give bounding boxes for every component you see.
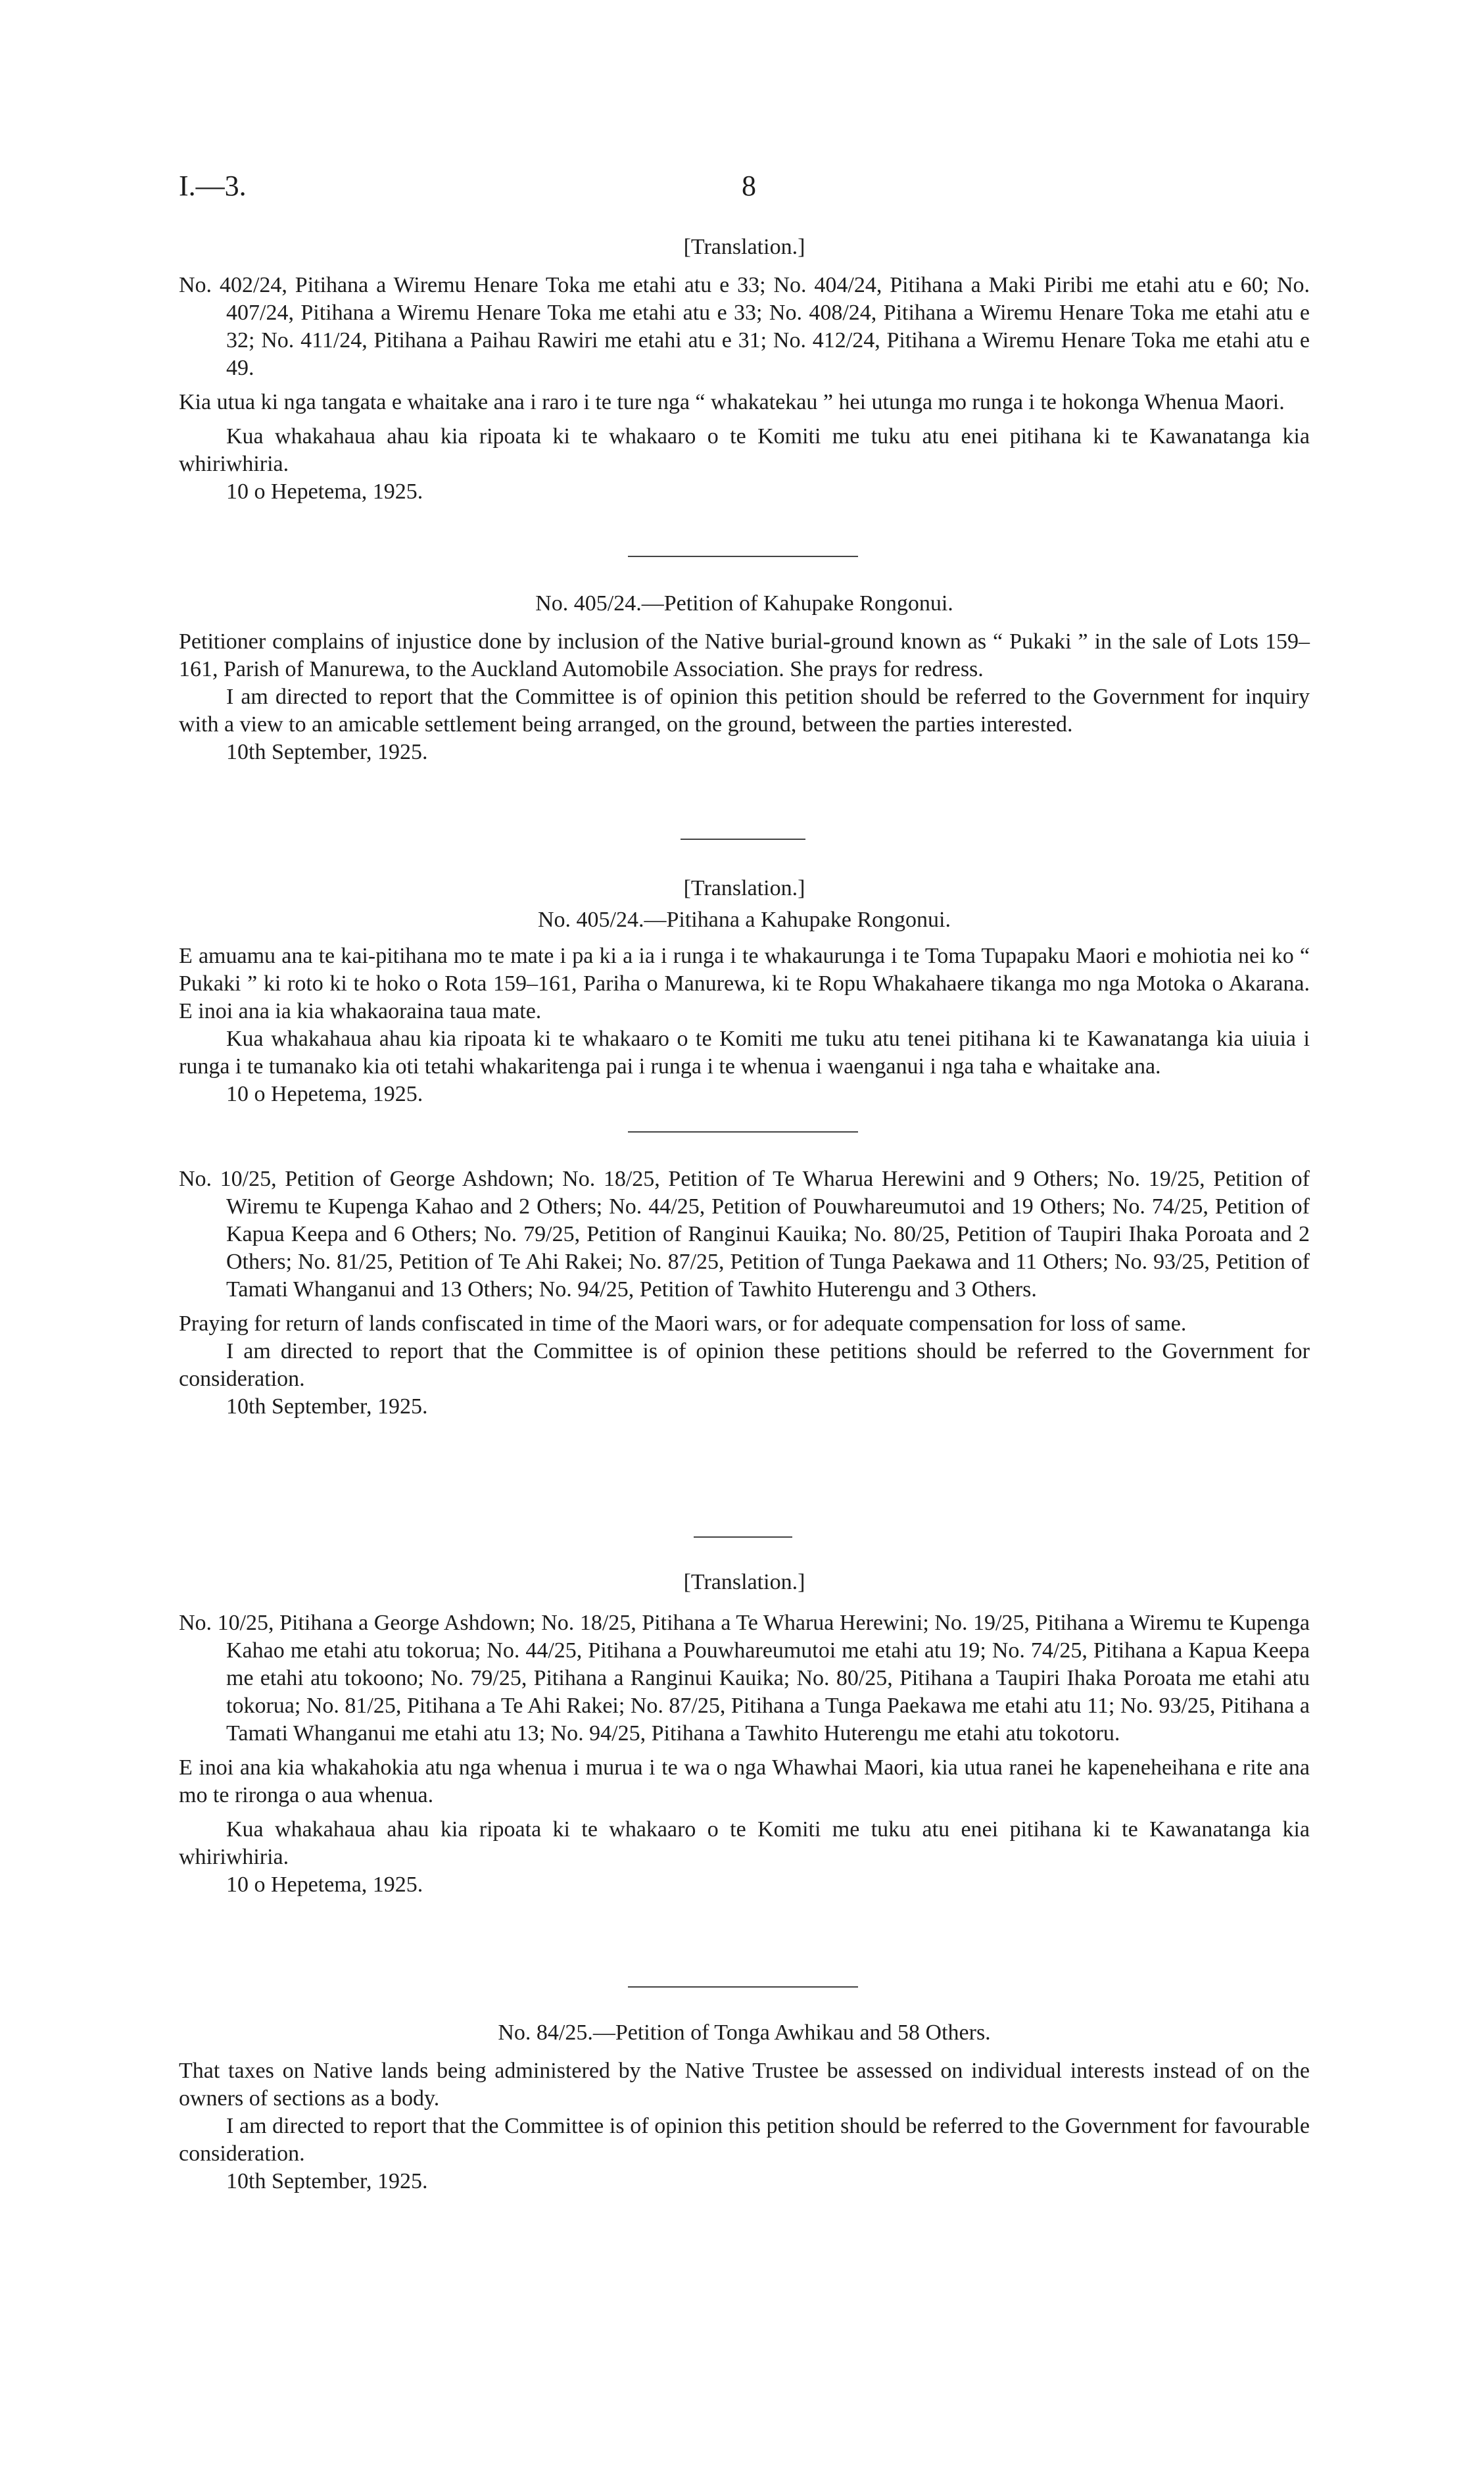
section-divider [681,839,805,840]
section-divider [694,1536,792,1538]
section-title: No. 10/25, Pitihana a George Ashdown; No. 18/25, Pitihana a Te Wharua Herewini; No. 19/25, Pitihana a Wiremu te Kupenga Kahao me etahi atu tokorua; No. 44/25, Pitihana a Pouwhareumutoi me etahi atu 19; No. 74/25, Pitihana a Kapua Keepa me etahi atu tokoono; No. 79/25, Pitihana a Ranginui Kauika; No. 80/25, Pitihana a Taupiri Ihaka Poroata me etahi atu tokorua; No. 81/25, Pitihana a Te Ahi Rakei; No. 87/25, Pitihana a Tunga Paekawa me etahi atu 11; No. 93/25, Pitihana a Tamati Whanganui me etahi atu 13; No. 94/25, Pitihana a Tawhito Huterengu me etahi atu tokotoru. [179,1611,1310,1746]
section-2-title: No. 405/24.—Petition of Kahupake Rongonui. [535,591,953,616]
section-3 [179,942,1310,1108]
section-date: 10 o Hepetema, 1925. [226,479,423,504]
section-date: 10th September, 1925. [226,740,428,764]
section-body: Kia utua ki nga tangata e whaitake ana i raro i te ture nga “ whakatekau ” hei utunga mo runga i te hokonga Whenua Maori. [179,390,1285,414]
section-2 [179,628,1310,766]
section-5 [179,1609,1310,1899]
section-body: Petitioner complains of injustice done by inclusion of the Native burial-ground known as “ Pukaki ” in the sale of Lots 159–161, Parish of Manurewa, to the Auckland Automobile Association. She prays for redress. [179,629,1310,681]
translation-heading: [Translation.] [683,235,805,259]
section-body: That taxes on Native lands being administered by the Native Trustee be assessed on individual interests instead of on the owners of sections as a body. [179,2059,1310,2111]
section-title: No. 402/24, Pitihana a Wiremu Henare Toka me etahi atu e 33; No. 404/24, Pitihana a Maki Piribi me etahi atu e 60; No. 407/24, Pitihana a Wiremu Henare Toka me etahi atu e 33; No. 408/24, Pitihana a Wiremu Henare Toka me etahi atu e 32; No. 411/24, Pitihana a Paihau Rawiri me etahi atu e 31; No. 412/24, Pitihana a Wiremu Henare Toka me etahi atu e 49. [179,273,1310,380]
translation-heading: [Translation.] [683,876,805,900]
section-body: I am directed to report that the Committee is of opinion this petition should be referred to the Government for favourable consideration. [179,2114,1310,2166]
section-divider [628,1131,858,1133]
section-4 [179,1165,1310,1421]
section-3-title: No. 405/24.—Pitihana a Kahupake Rongonui. [538,908,951,932]
section-body: Kua whakahaua ahau kia ripoata ki te whakaaro o te Komiti me tuku atu enei pitihana ki te Kawanatanga kia whiriwhiria. [179,424,1310,476]
document-reference: I.—3. [179,170,247,202]
translation-heading: [Translation.] [683,1570,805,1594]
section-body: I am directed to report that the Committee is of opinion these petitions should be referred to the Government for consideration. [179,1339,1310,1391]
section-divider [628,1986,858,1988]
section-divider [628,556,858,557]
section-body: E amuamu ana te kai-pitihana mo te mate i pa ki a ia i runga i te whakaurunga i te Toma Tupapaku Maori e mohiotia nei ko “ Pukaki ” ki roto ki te hoko o Rota 159–161, Pariha o Manurewa, ki te Ropu Whakahaere tikanga mo nga Motoka o Akarana. E inoi ana ia kia whakaoraina taua mate. [179,944,1310,1023]
section-title: No. 10/25, Petition of George Ashdown; No. 18/25, Petition of Te Wharua Herewini and 9 Others; No. 19/25, Petition of Wiremu te Kupenga Kahao and 2 Others; No. 44/25, Petition of Pouwhareumutoi and 19 Others; No. 74/25, Petition of Kapua Keepa and 6 Others; No. 79/25, Petition of Ranginui Kauika; No. 80/25, Petition of Taupiri Ihaka Poroata and 2 Others; No. 81/25, Petition of Te Ahi Rakei; No. 87/25, Petition of Tunga Paekawa and 11 Others; No. 93/25, Petition of Tamati Whanganui and 13 Others; No. 94/25, Petition of Tawhito Huterengu and 3 Others. [179,1167,1310,1302]
section-date: 10th September, 1925. [226,1394,428,1419]
page-number: 8 [742,170,756,202]
section-body: Praying for return of lands confiscated in time of the Maori wars, or for adequate compensation for loss of same. [179,1311,1187,1336]
section-6-title: No. 84/25.—Petition of Tonga Awhikau and 58 Others. [498,2020,991,2045]
section-body: E inoi ana kia whakahokia atu nga whenua i murua i te wa o nga Whawhai Maori, kia utua ranei he kapeneheihana e rite ana mo te rironga o aua whenua. [179,1755,1310,1807]
section-body: Kua whakahaua ahau kia ripoata ki te whakaaro o te Komiti me tuku atu tenei pitihana ki te Kawanatanga kia uiuia i runga i te tumanako kia oti tetahi whakaritenga pai i runga i te whenua i waenganui i nga taha e whaitake ana. [179,1027,1310,1079]
section-date: 10 o Hepetema, 1925. [226,1082,423,1106]
section-body: Kua whakahaua ahau kia ripoata ki te whakaaro o te Komiti me tuku atu enei pitihana ki te Kawanatanga kia whiriwhiria. [179,1817,1310,1869]
section-date: 10 o Hepetema, 1925. [226,1872,423,1897]
section-1 [179,272,1310,506]
section-body: I am directed to report that the Committee is of opinion this petition should be referred to the Government for inquiry with a view to an amicable settlement being arranged, on the ground, between the parties interested. [179,685,1310,737]
section-6 [179,2057,1310,2195]
section-date: 10th September, 1925. [226,2169,428,2193]
